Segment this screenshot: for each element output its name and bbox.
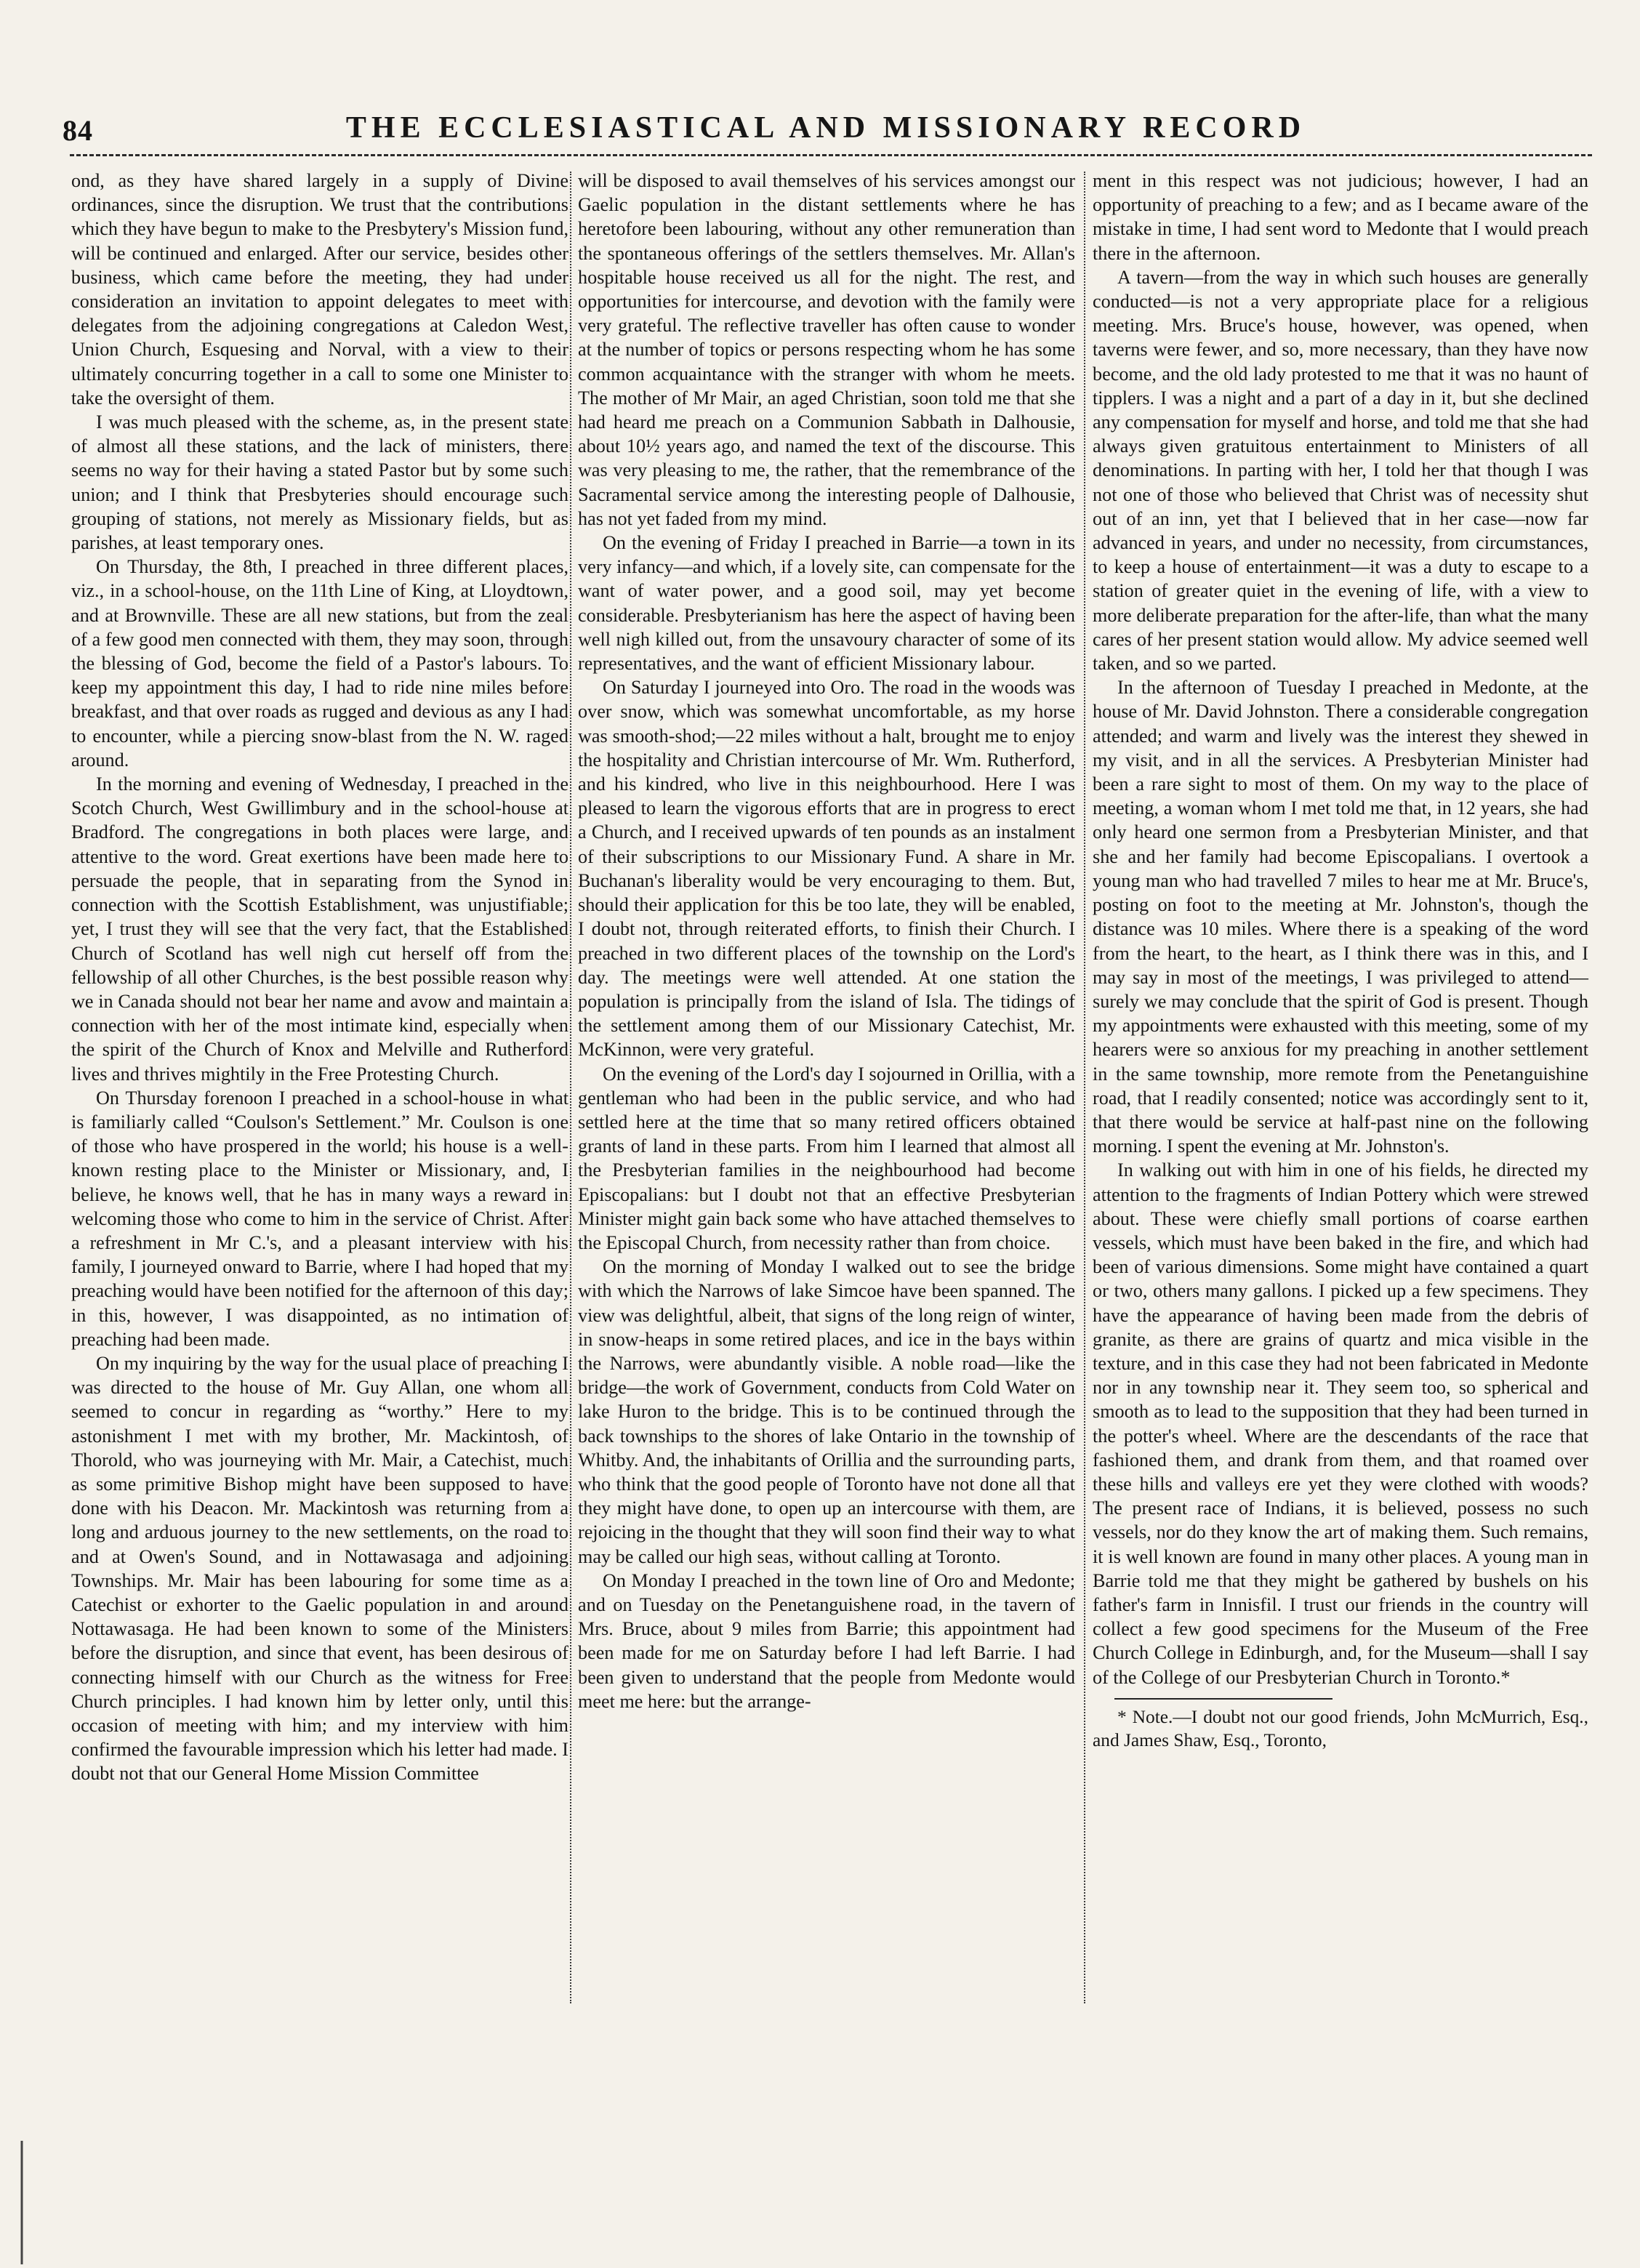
paragraph: In walking out with him in one of his fields, he directed my attention to the fragments of Indian Pottery which were strewed about. These were chiefly small portions of coarse earthen vessels, which must have been baked in the fire, and which had been of various dimensions. Some might have contained a quart or two, others many gallons. I picked up a few specimens. They have the appearance of having been made from the debris of granite, as there are grains of quartz and mica visible in the texture, and in this case they had not been fabricated in Medonte nor in any township near it. They seem too, so spherical and smooth as to lead to the supposition that they had been turned in the potter's wheel. Where are the descendants of the race that fashioned them, and drank from them, and that roamed over these hills and valleys ere yet they were clothed with woods? The present race of Indians, it is believed, possess no such vessels, nor do they know the art of making them. Such remains, it is well known are found in many other places. A young man in Barrie told me that they might be gathered by bushels on his father's farm in Innisfil. I trust our friends in the country will collect a few good specimens for the Museum of the Free Church College in Edinburgh, and, for the Museum—shall I say of the College of our Presbyterian Church in Toronto.* — [1093, 1159, 1588, 1688]
page-header — [63, 110, 1589, 151]
text-column-1 — [71, 169, 568, 1786]
paragraph: A tavern—from the way in which such houses are generally conducted—is not a very appropriate place for a religious meeting. Mrs. Bruce's house, however, was opened, when taverns were fewer, and so, more necessary, than they have now become, and the old lady protested to me that it was no haunt of tipplers. I was a night and a part of a day in it, but she declined any compensation for myself and horse, and told me that she had always given gratuitous entertainment to Ministers of all denominations. In parting with her, I told her that though I was not one of those who believed that Christ was of necessity shut out of an inn, yet that I believed that in her case—now far advanced in years, and under no necessity, from circumstances, to keep a house of entertainment—it was a duty to escape to a station of greater quiet in the evening of life, with a view to more deliberate preparation for the after-life, than what the many cares of her present station would allow. My advice seemed well taken, and so we parted. — [1093, 266, 1588, 675]
text-column-3 — [1093, 169, 1588, 1752]
paragraph: On Thursday, the 8th, I preached in three different places, viz., in a school-house, on the 11th Line of King, at Lloydtown, and at Brownville. These are all new stations, but from the zeal of a few good men connected with them, they may soon, through the blessing of God, become the field of a Pastor's labours. To keep my appointment this day, I had to ride nine miles before breakfast, and that over roads as rugged and devious as any I had to encounter, while a piercing snow-blast from the N. W. raged around. — [71, 556, 568, 771]
paragraph: On the evening of Friday I preached in Barrie—a town in its very infancy—and which, if a lovely site, can compensate for the want of water power, and a good soil, may yet become considerable. Presbyterianism has here the aspect of having been well nigh killed out, from the unsavoury character of some of its representatives, and the want of efficient Missionary labour. — [578, 532, 1075, 675]
page-number: 84 — [63, 114, 93, 147]
footnote: * Note.—I doubt not our good friends, John McMurrich, Esq., and James Shaw, Esq., Toronto, — [1093, 1706, 1588, 1750]
header-rule — [70, 154, 1592, 156]
running-title: THE ECCLESIASTICAL AND MISSIONARY RECORD — [345, 111, 1306, 145]
paragraph: On my inquiring by the way for the usual place of preaching I was directed to the house of Mr. Guy Allan, one whom all seemed to concur in regarding as “worthy.” Here to my astonishment I met with my brother, Mr. Mackintosh, of Thorold, who was journeying with Mr. Mair, a Catechist, much as some primitive Bishop might have been supposed to have done with his Deacon. Mr. Mackintosh was returning from a long and arduous journey to the new settlements, on the road to and at Owen's Sound, and in Nottawasaga and adjoining Townships. Mr. Mair has been labouring for some time as a Catechist or exhorter to the Gaelic population in and around Nottawasaga. He had been known to some of the Ministers before the disruption, and since that event, has been desirous of connecting himself with our Church as the witness for Free Church principles. I had known him by letter only, until this occasion of meeting with him; and my interview with him confirmed the favourable impression which his letter had made. I doubt not that our General Home Mission Committee — [71, 1352, 568, 1785]
paragraph: In the morning and evening of Wednesday, I preached in the Scotch Church, West Gwillimbury and in the school-house at Bradford. The congregations in both places were large, and attentive to the word. Great exertions have been made here to persuade the people, that in separating from the Synod in connection with the Scottish Establishment, was unjustifiable; yet, I trust they will see that the very fact, that the Established Church of Scotland has well nigh cut herself off from the fellowship of all other Churches, is the best possible reason why we in Canada should not bear her name and avow and maintain a connection with her of the most intimate kind, especially when the spirit of the Church of Knox and Melville and Rutherford lives and thrives mightily in the Free Protesting Church. — [71, 773, 568, 1085]
paragraph: On Monday I preached in the town line of Oro and Medonte; and on Tuesday on the Penetanguishene road, in the tavern of Mrs. Bruce, about 9 miles from Barrie; this appointment had been made for me on Saturday before I had left Barrie. I had been given to understand that the people from Medonte would meet me here: but the arrange- — [578, 1569, 1075, 1712]
paragraph: ond, as they have shared largely in a supply of Divine ordinances, since the disruption. We trust that the contributions which they have begun to make to the Presbytery's Mission fund, will be continued and enlarged. After our service, besides other business, which came before the meeting, they had under consideration an invitation to appoint delegates to meet with delegates from the adjoining congregations at Caledon West, Union Church, Esquesing and Norval, with a view to their ultimately concurring together in a call to some one Minister to take the oversight of them. — [71, 170, 568, 409]
paragraph: On the evening of the Lord's day I sojourned in Orillia, with a gentleman who had been in the public service, and who had settled here at the time that so many retired officers obtained grants of land in these parts. From him I learned that almost all the Presbyterian families in the neighbourhood had become Episcopalians: but I doubt not that an effective Presbyterian Minister might gain back some who have attached themselves to the Episcopal Church, from necessity rather than from choice. — [578, 1063, 1075, 1253]
text-column-2 — [578, 169, 1075, 1713]
column-divider — [570, 172, 571, 2003]
paragraph: On Saturday I journeyed into Oro. The road in the woods was over snow, which was somewhat uncomfortable, as my horse was smooth-shod;—22 miles without a halt, brought me to enjoy the hospitality and Christian intercourse of Mr. Wm. Rutherford, and his kindred, who live in this neighbourhood. Here I was pleased to learn the vigorous efforts that are in progress to erect a Church, and I received upwards of ten pounds as an instalment of their subscriptions to our Missionary Fund. A share in Mr. Buchanan's liberality would be very encouraging to them. But, should their application for this be too late, they will be enabled, I doubt not, through reiterated efforts, to finish their Church. I preached in two different places of the township on the Lord's day. The meetings were well attended. At one station the population is principally from the island of Isla. The tidings of the settlement among them of our Missionary Catechist, Mr. McKinnon, were very grateful. — [578, 677, 1075, 1061]
column-divider — [1084, 172, 1085, 2003]
footnote-rule — [1114, 1698, 1332, 1700]
paragraph: On Thursday forenoon I preached in a school-house in what is familiarly called “Coulson's Settlement.” Mr. Coulson is one of those who have prospered in the world; his house is a well-known resting place to the Minister or Missionary, and, I believe, he knows well, that he has in many ways a reward in welcoming those who come to him in the service of Christ. After a refreshment in Mr C.'s, and a pleasant interview with his family, I journeyed onward to Barrie, where I had hoped that my preaching would have been notified for the afternoon of this day; in this, however, I was disappointed, as no intimation of preaching had been made. — [71, 1087, 568, 1350]
paragraph: will be disposed to avail themselves of his services amongst our Gaelic population in the distant settlements where he has heretofore been labouring, without any other remuneration than the spontaneous offerings of the settlers themselves. Mr. Allan's hospitable house received us all for the night. The rest, and opportunities for intercourse, and devotion with the family were very grateful. The reflective traveller has often cause to wonder at the number of topics or persons respecting whom he has some common acquaintance with the stranger with whom he meets. The mother of Mr Mair, an aged Christian, soon told me that she had heard me preach on a Communion Sabbath in Dalhousie, about 10½ years ago, and named the text of the discourse. This was very pleasing to me, the rather, that the remembrance of the Sacramental service among the interesting people of Dalhousie, has not yet faded from my mind. — [578, 170, 1075, 529]
margin-mark — [19, 2141, 25, 2264]
paragraph: ment in this respect was not judicious; however, I had an opportunity of preaching to a few; and as I became aware of the mistake in time, I had sent word to Medonte that I would preach there in the afternoon. — [1093, 170, 1588, 264]
paragraph: I was much pleased with the scheme, as, in the present state of almost all these stations, and the lack of ministers, there seems no way for their having a stated Pastor but by some such union; and I think that Presbyteries should encourage such grouping of stations, not merely as Missionary fields, but as parishes, at least temporary ones. — [71, 411, 568, 554]
paragraph: On the morning of Monday I walked out to see the bridge with which the Narrows of lake Simcoe have been spanned. The view was delightful, albeit, that signs of the long reign of winter, in snow-heaps in some retired places, and ice in the bays within the Narrows, were abundantly visible. A noble road—like the bridge—the work of Government, conducts from Cold Water on lake Huron to the bridge. This is to be continued through the back townships to the shores of lake Ontario in the township of Whitby. And, the inhabitants of Orillia and the surrounding parts, who think that the good people of Toronto have not done all that they might have done, to open up an intercourse with them, are rejoicing in the thought that they will soon find their way to what may be called our high seas, without calling at Toronto. — [578, 1256, 1075, 1567]
paragraph: In the afternoon of Tuesday I preached in Medonte, at the house of Mr. David Johnston. There a considerable congregation attended; and warm and lively was the interest they shewed in my visit, and in all the services. A Presbyterian Minister had been a rare sight to most of them. On my way to the place of meeting, a woman whom I met told me that, in 12 years, she had only heard one sermon from a Presbyterian Minister, and that she and her family had become Episcopalians. I overtook a young man who had travelled 7 miles to hear me at Mr. Bruce's, posting on foot to the meeting at Mr. Johnston's, though the distance was 10 miles. Where there is a speaking of the word from the heart, to the heart, as I think there was in this, and I may say in most of the meetings, I was privileged to attend—surely we may conclude that the spirit of God is present. Though my appointments were exhausted with this meeting, some of my hearers were so anxious for my preaching in another settlement in the same township, more remote from the Penetanguishine road, that I readily consented; notice was accordingly sent to it, that there would be service at half-past nine on the following morning. I spent the evening at Mr. Johnston's. — [1093, 677, 1588, 1157]
